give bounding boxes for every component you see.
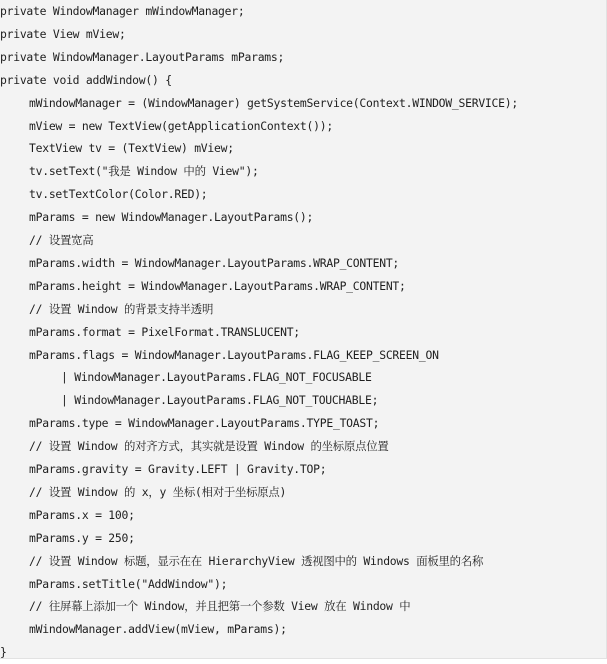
code-line: mParams.flags = WindowManager.LayoutParams.FLAG_KEEP_SCREEN_ON — [29, 347, 439, 362]
code-line: mParams.gravity = Gravity.LEFT | Gravity.TOP; — [29, 462, 327, 476]
code-line: // 设置宽高 — [29, 233, 94, 247]
code-line: mParams.setTitle("AddWindow"); — [29, 576, 228, 591]
code-line: mParams.type = WindowManager.LayoutParams.TYPE_TOAST; — [29, 416, 380, 431]
code-line: // 设置 Window 的背景支持半透明 — [29, 301, 214, 316]
code-line: mParams.height = WindowManager.LayoutParams.WRAP_CONTENT; — [29, 278, 406, 293]
code-line: // 设置 Window 的对齐方式，其实就是设置 Window 的坐标原点位置 — [29, 439, 389, 454]
code-line: mParams.x = 100; — [29, 507, 135, 522]
code-line: private View mView; — [0, 26, 126, 41]
code-line: mView = new TextView(getApplicationContext()); — [29, 118, 333, 133]
code-line: mParams = new WindowManager.LayoutParams(); — [29, 210, 314, 225]
code-line: private WindowManager mWindowManager; — [0, 4, 245, 18]
code-line: mWindowManager.addView(mView, mParams); — [29, 622, 287, 637]
code-line: mParams.y = 250; — [29, 530, 135, 545]
code-line: | WindowManager.LayoutParams.FLAG_NOT_TOUCHABLE; — [61, 393, 379, 408]
code-line: } — [0, 645, 7, 660]
code-line: | WindowManager.LayoutParams.FLAG_NOT_FOCUSABLE — [61, 370, 372, 385]
code-line: tv.setTextColor(Color.RED); — [29, 187, 208, 202]
code-line: // 设置 Window 标题，显示在在 HierarchyView 透视图中的 Windows 面板里的名称 — [29, 553, 484, 568]
code-line: // 设置 Window 的 x，y 坐标(相对于坐标原点) — [29, 484, 287, 499]
code-line: mParams.format = PixelFormat.TRANSLUCENT; — [29, 324, 300, 339]
code-line: TextView tv = (TextView) mView; — [29, 141, 234, 156]
code-line: // 往屏幕上添加一个 Window，并且把第一个参数 View 放在 Window 中 — [29, 599, 411, 614]
code-line: private void addWindow() { — [0, 72, 172, 87]
code-line: mParams.width = WindowManager.LayoutParams.WRAP_CONTENT; — [29, 255, 400, 270]
code-line: mWindowManager = (WindowManager) getSystemService(Context.WINDOW_SERVICE); — [29, 95, 518, 110]
code-line: private WindowManager.LayoutParams mParams; — [0, 49, 285, 64]
code-line: tv.setText("我是 Window 中的 View"); — [29, 164, 259, 179]
